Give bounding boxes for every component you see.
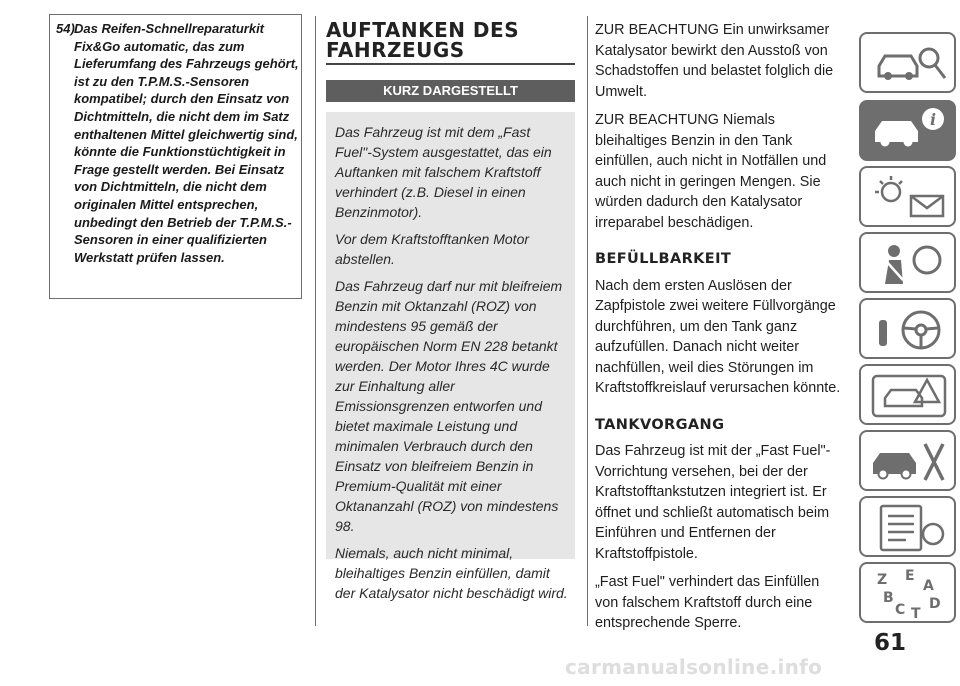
specs-list-icon (861, 498, 958, 559)
svg-text:B: B (883, 590, 894, 606)
heading-tankvorgang: TANKVORGANG (595, 416, 725, 433)
lights-warning-icon (861, 168, 958, 229)
body-paragraph: Nach dem ersten Auslösen der Zapfpistole zwei weitere Füllvorgänge durchführen, um den Tank ganz aufzufüllen. Danach nicht weiter nachfüllen, weil dies Störungen im Kraftstoffkreislauf verursachen könnte. (595, 277, 841, 396)
footnote-text: Das Reifen-Schnellreparaturkit Fix&Go automatic, das zum Lieferumfang des Fahrzeugs gehört, ist zu den T.P.M.S.-Sensoren kompatibel; durch den Einsatz von Dichtmitteln, die nicht dem im Satz enthaltenen Mittel gleichwertig sind, könnte die Funktionstüchtigkeit in Frage gestellt werden. Bei Einsatz von Dichtmitteln, die nicht dem originalen Mittel entsprechen, unbedingt den Betrieb der T.P.M.S.-Sensoren in einer qualifizierten Werkstatt prüfen lassen. (74, 21, 299, 265)
svg-text:E: E (905, 568, 915, 584)
tab-lights-warning[interactable] (859, 166, 956, 227)
svg-text:Z: Z (877, 572, 888, 588)
alphabet-index-icon (861, 564, 958, 625)
tab-steering-wheel[interactable] (859, 298, 956, 359)
tab-alphabet-index[interactable] (859, 562, 956, 623)
tab-airbag-seatbelt[interactable] (859, 232, 956, 293)
tab-car-search[interactable] (859, 32, 956, 93)
summary-bar: KURZ DARGESTELLT (326, 80, 575, 102)
summary-paragraph: Das Fahrzeug darf nur mit bleifreiem Benzin mit Oktanzahl (ROZ) von mindestens 95 gemäß der europäischen Norm EN 228 betankt werden. Der Motor Ihres 4C wurde zur Einhaltung aller Emissionsgrenzen entworfen und bietet maximale Leistung und minimalen Verbrauch durch den Einsatz von bleifreiem Benzin in Premium-Qualität mit einer Oktananzahl (ROZ) von mindestens 98. (335, 278, 563, 534)
note-paragraph: ZUR BEACHTUNG Ein unwirksamer Katalysator bewirkt den Ausstoß von Schadstoffen und belastet folglich die Umwelt. (595, 22, 834, 100)
body-paragraph: Das Fahrzeug ist mit der „Fast Fuel"-Vorrichtung versehen, bei der der Kraftstofftankstutzen integriert ist. Er öffnet und schließt automatisch beim Einführen und Entfernen der Kraftstoffpistole. (595, 443, 831, 562)
tab-specs-list[interactable] (859, 496, 956, 557)
section-title: AUFTANKEN DES FAHRZEUGS (326, 18, 520, 62)
watermark: carmanualsonline.info (565, 655, 823, 679)
note-paragraph: ZUR BEACHTUNG Niemals bleihaltiges Benzin in den Tank einfüllen, auch nicht in Notfällen und auch nicht in geringen Mengen. Sie würden dadurch den Katalysator irreparabel beschädigen. (595, 112, 827, 231)
summary-text (335, 122, 569, 610)
summary-paragraph: Vor dem Kraftstofftanken Motor abstellen. (335, 231, 530, 267)
page-number: 61 (873, 630, 906, 656)
summary-paragraph: Das Fahrzeug ist mit dem „Fast Fuel"-System ausgestattet, das ein Auftanken mit falschem Kraftstoff verhindert (z.B. Diesel in einen Benzinmotor). (335, 124, 552, 220)
car-search-icon (861, 34, 958, 95)
svg-text:A: A (923, 578, 934, 594)
footnote-number: 54) (56, 21, 75, 36)
airbag-seatbelt-icon (861, 234, 958, 295)
svg-text:D: D (929, 596, 941, 612)
column-divider-left (315, 16, 316, 626)
svg-text:i: i (929, 110, 937, 129)
car-tools-icon (861, 432, 958, 493)
steering-wheel-icon (861, 300, 958, 361)
footnote (56, 20, 300, 266)
car-info-icon (861, 102, 958, 163)
car-warning-icon (861, 366, 958, 427)
title-rule (326, 63, 575, 65)
svg-text:T: T (911, 606, 921, 622)
summary-paragraph: Niemals, auch nicht minimal, bleihaltiges Benzin einfüllen, damit der Katalysator nicht beschädigt wird. (335, 545, 568, 601)
heading-befuellbarkeit: BEFÜLLBARKEIT (595, 251, 732, 267)
body-paragraph: „Fast Fuel" verhindert das Einfüllen von falschem Kraftstoff durch eine entsprechende Sperre. (595, 574, 820, 631)
tab-car-tools[interactable] (859, 430, 956, 491)
column-divider-right (587, 16, 588, 626)
tab-car-info[interactable] (859, 100, 956, 161)
tab-car-warning[interactable] (859, 364, 956, 425)
right-column (595, 20, 845, 642)
svg-text:C: C (895, 602, 906, 618)
